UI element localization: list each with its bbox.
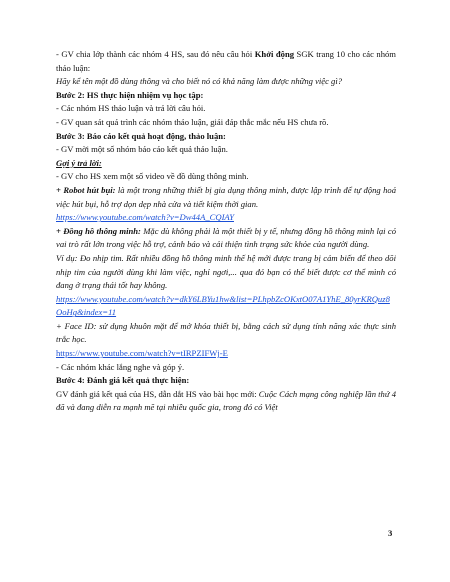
paragraph: - Các nhóm HS thảo luận và trả lời câu hỏi. [56, 103, 206, 114]
paragraph: - GV mời một số nhóm báo cáo kết quả thảo luận. [56, 144, 228, 155]
italic-text: Cuộc Cách mạng công nghiệp lần thứ 4 đã và đang diễn ra mạnh mẽ tại nhiều quốc gia, trong đó có Việt [56, 388, 396, 413]
faceid-paragraph: + Face ID: sử dụng khuôn mặt để mở khóa thiết bị, bằng cách sử dụng tính năng xác thực sinh trắc học. [56, 320, 396, 345]
paragraph: - GV quan sát quá trình các nhóm thảo luận, giải đáp thắc mắc nếu HS chưa rõ. [56, 116, 329, 127]
question: Hãy kể tên một đồ dùng thông và cho biết nó có khả năng làm được những việc gì? [56, 76, 343, 87]
paragraph-intro [56, 48, 396, 75]
example-paragraph: Ví dụ: Đo nhịp tim. Rất nhiều đồng hồ thông minh thế hệ mới được trang bị cảm biến để theo dõi nhịp tim của người dùng khi làm việc, nghỉ ngơi,... qua đó bạn có thể biết được cơ thể mình có đang ở trạng thái tốt hay không. [56, 252, 396, 291]
watch-lead: + Đồng hồ thông minh: [56, 225, 141, 236]
watch-paragraph [56, 225, 396, 252]
paragraph: - Các nhóm khác lắng nghe và góp ý. [56, 361, 185, 372]
robot-lead: + Robot hút bụi: [56, 184, 116, 195]
bold-term: Khởi động [254, 49, 295, 59]
text: GV đánh giá kết quả của HS, dẫn dắt HS vào bài học mới: [56, 388, 259, 399]
video-link-2[interactable]: https://www.youtube.com/watch?v=dkY6LBYu1hw&list=PLhpbZcOKxtO07A1YhE_80yrKRQuz8OoHg&index=11 [56, 293, 390, 318]
step-2-heading: Bước 2: HS thực hiện nhiệm vụ học tập: [56, 89, 204, 100]
paragraph: - GV cho HS xem một số video về đồ dùng thông minh. [56, 171, 249, 182]
video-link-1[interactable]: https://www.youtube.com/watch?v=Dw44A_CQIAY [56, 212, 234, 223]
text: SGK trang 10 cho các nhóm thảo luận: [56, 49, 396, 73]
final-paragraph [56, 388, 396, 415]
step-3-heading: Bước 3: Báo cáo kết quả hoạt động, thảo luận: [56, 130, 226, 141]
robot-paragraph [56, 184, 396, 211]
page-number: 3 [388, 528, 393, 538]
hint-heading: Gợi ý trả lời: [56, 157, 102, 168]
step-4-heading: Bước 4: Đánh giá kết quả thực hiện: [56, 375, 190, 386]
document-page [56, 48, 396, 415]
robot-text: là một trong những thiết bị gia dụng thông minh, được lập trình để tự động hoá việc hút bụi, hỗ trợ dọn dẹp nhà cửa và tiết kiệm thời gian. [56, 184, 396, 209]
text: - GV chia lớp thành các nhóm 4 HS, sau đó nêu câu hỏi [56, 49, 255, 59]
link-paragraph [56, 347, 396, 361]
link-paragraph [56, 211, 396, 225]
watch-text: Mặc dù không phải là một thiết bị y tế, nhưng đồng hồ thông minh lại có vai trò rất lớn trong việc hỗ trợ, cảnh báo và cải thiện tình trạng sức khỏe của người dùng. [56, 225, 397, 250]
video-link-3[interactable]: https://www.youtube.com/watch?v=tIRPZIFWj-E [56, 348, 228, 359]
link-paragraph [56, 293, 396, 320]
